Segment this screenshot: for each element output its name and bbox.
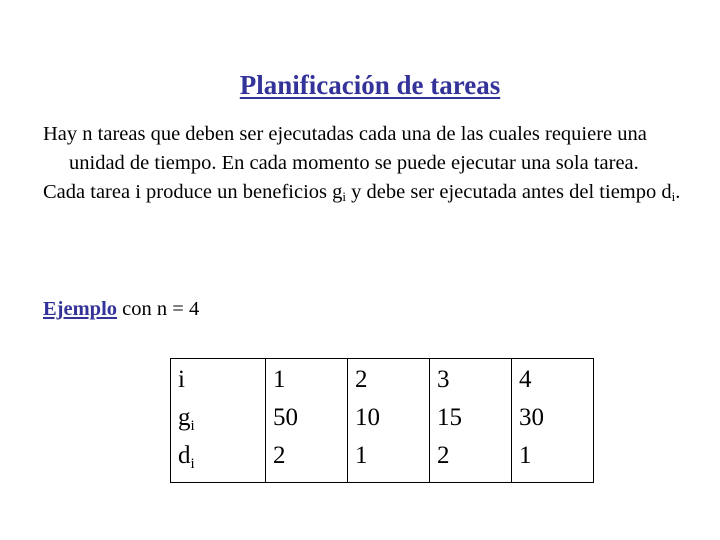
table-cell: 2 [348, 359, 430, 404]
example-table [170, 358, 594, 483]
example-text: con n = 4 [117, 298, 200, 320]
row-label: i [171, 359, 266, 404]
paragraph-2-text-3: . [675, 181, 681, 203]
paragraph-1: Hay n tareas que deben ser ejecutadas cada una de las cuales requiere una unidad de tiempo. En cada momento se puede ejecutar una sola tarea. [43, 123, 647, 174]
subscript-i: i [671, 189, 676, 204]
row-label: $g_i$ [171, 403, 266, 441]
table-cell: 30 [512, 403, 594, 441]
paragraph-2 [43, 178, 683, 211]
paragraph-2-text-1: Cada tarea i produce un beneficios g [43, 181, 343, 203]
table-cell: 4 [512, 359, 594, 404]
table-row [171, 441, 594, 483]
page-title: Planificación de tareas [239, 70, 501, 100]
table-row [171, 359, 594, 404]
table-cell: 50 [266, 403, 348, 441]
table-cell: 1 [266, 359, 348, 404]
row-label: $d_i$ [171, 441, 266, 483]
table-cell: 10 [348, 403, 430, 441]
table-cell: 2 [430, 441, 512, 483]
table-cell: 2 [266, 441, 348, 483]
table-row [171, 403, 594, 441]
table-cell: 15 [430, 403, 512, 441]
subscript-i: i [342, 189, 347, 204]
description [43, 120, 683, 211]
table-cell: 3 [430, 359, 512, 404]
paragraph-2-text-2: y debe ser ejecutada antes del tiempo d [346, 181, 672, 203]
table-cell: 1 [348, 441, 430, 483]
table-cell: 1 [512, 441, 594, 483]
example-line [43, 298, 199, 321]
example-link[interactable]: Ejemplo [43, 298, 118, 320]
